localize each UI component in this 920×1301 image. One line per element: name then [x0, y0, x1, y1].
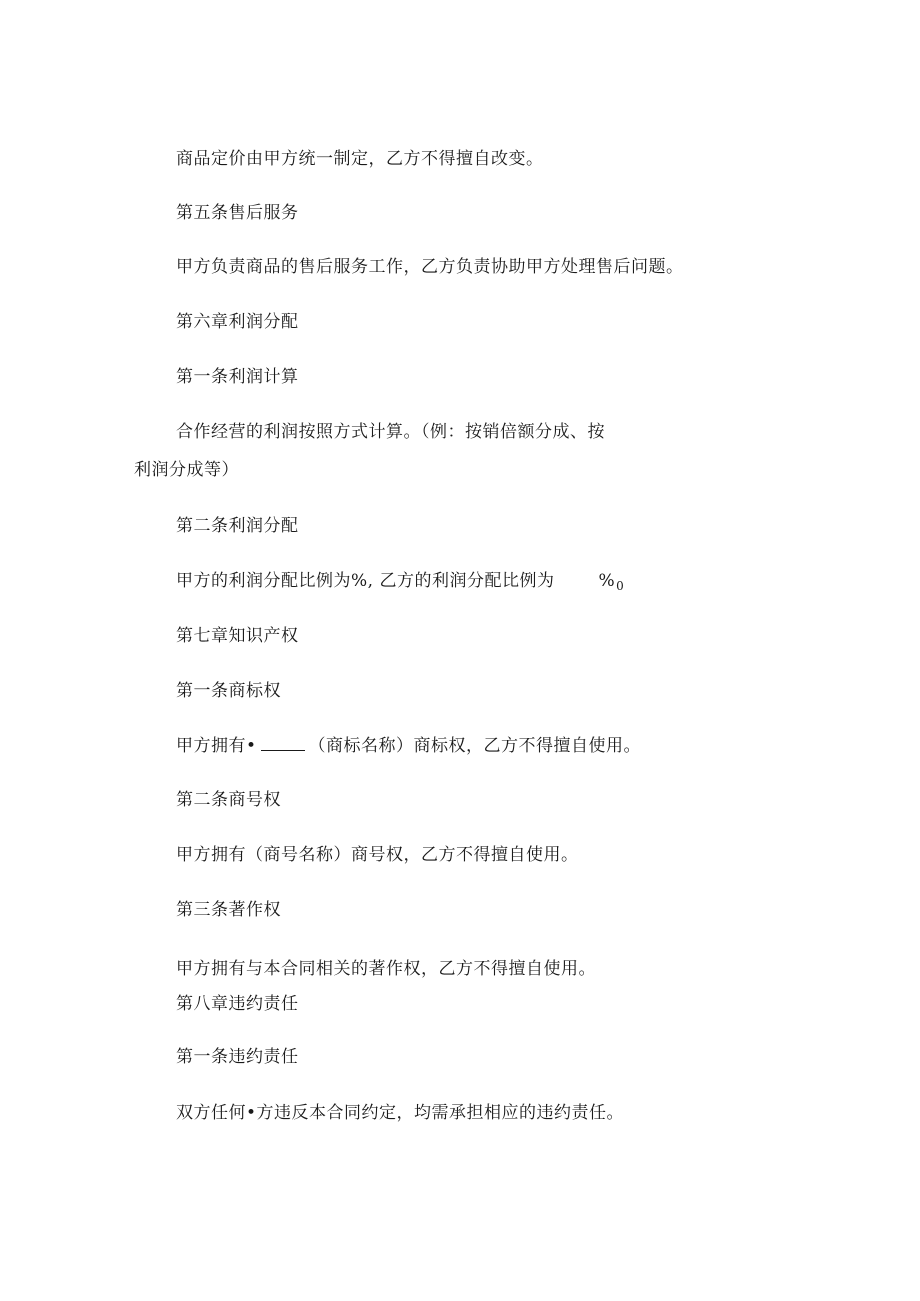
paragraph-trademark — [176, 735, 641, 757]
heading-chapter-6-profit: 第六章利润分配 — [176, 312, 299, 332]
paragraph-after-sales: 甲方负责商品的售后服务工作，乙方负责协助甲方处理售后问题。 — [176, 257, 684, 277]
paragraph-trade-name: 甲方拥有（商号名称）商号权，乙方不得擅自使用。 — [176, 845, 579, 865]
heading-article-1-trademark: 第一条商标权 — [176, 681, 281, 701]
heading-article-1-profit-calc: 第一条利润计算 — [176, 367, 299, 387]
heading-article-2-trade-name: 第二条商号权 — [176, 790, 281, 810]
trademark-text-end: （商标名称）商标权，乙方不得擅自使用。 — [308, 736, 642, 756]
paragraph-profit-calc-continued: 利润分成等） — [134, 460, 239, 480]
heading-article-5-after-sales: 第五条售后服务 — [176, 203, 299, 223]
trademark-text-start: 甲方拥有• — [176, 736, 257, 756]
percent-sign: % — [598, 571, 616, 591]
paragraph-profit-calc: 合作经营的利润按照方式计算。（例：按销倍额分成、按 — [176, 422, 605, 442]
heading-chapter-7-ip: 第七章知识产权 — [176, 626, 299, 646]
paragraph-profit-ratio — [176, 570, 624, 597]
paragraph-copyright: 甲方拥有与本合同相关的著作权，乙方不得擅自使用。 — [176, 959, 596, 979]
paragraph-pricing: 商品定价由甲方统一制定，乙方不得擅自改变。 — [176, 149, 544, 169]
heading-article-1-liability: 第一条违约责任 — [176, 1047, 299, 1067]
heading-article-2-profit-dist: 第二条利润分配 — [176, 516, 299, 536]
percent-suffix: 0 — [616, 579, 625, 594]
heading-article-3-copyright: 第三条著作权 — [176, 900, 281, 920]
paragraph-liability: 双方任何•方违反本合同约定，均需承担相应的违约责任。 — [176, 1103, 625, 1123]
profit-ratio-text: 甲方的利润分配比例为%, 乙方的利润分配比例为 — [176, 571, 555, 591]
trademark-blank — [261, 736, 305, 751]
heading-chapter-8-liability: 第八章违约责任 — [176, 994, 299, 1014]
